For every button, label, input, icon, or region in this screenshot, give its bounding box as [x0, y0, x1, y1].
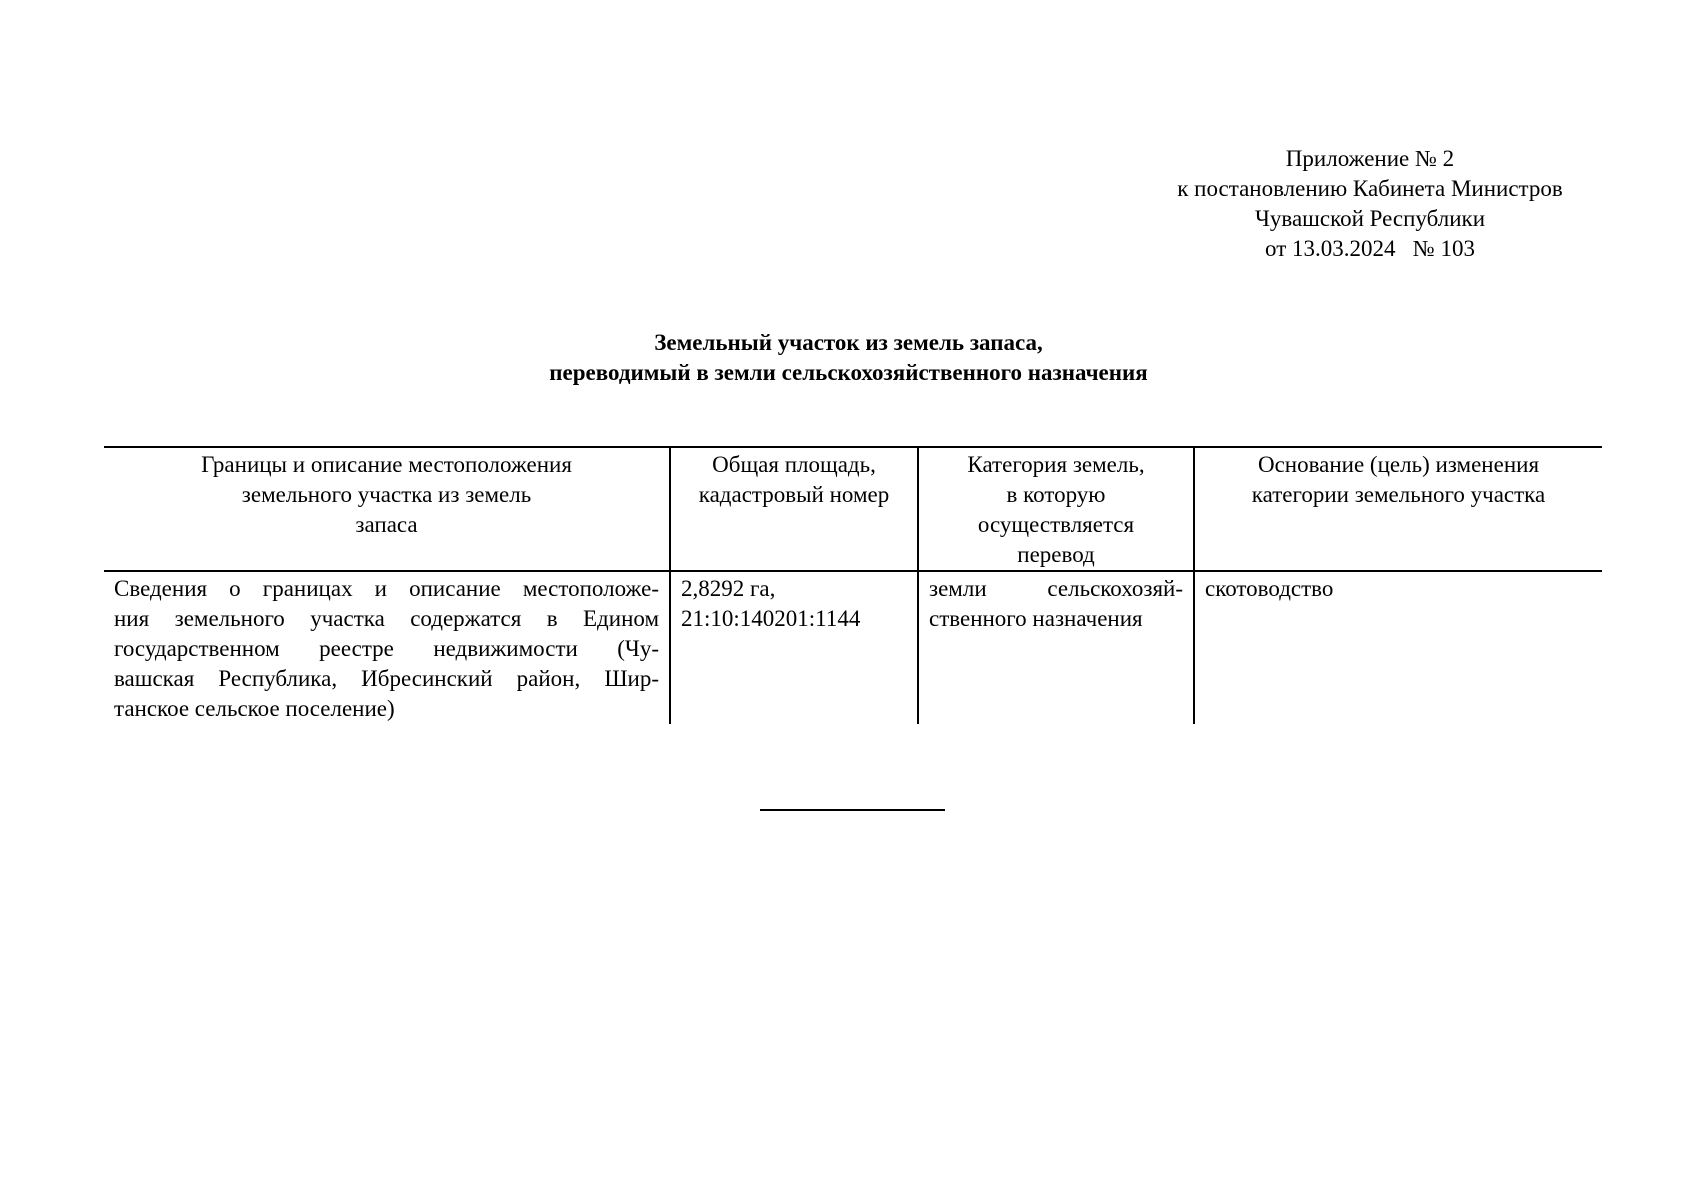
header-basis: [1194, 447, 1602, 571]
document-title-line-2: переводимый в земли сельскохозяйственного назначения: [549, 360, 1148, 385]
appendix-number: Приложение № 2: [1285, 146, 1455, 171]
basis-value: скотоводство: [1205, 576, 1334, 601]
header-boundaries-line-3: запаса: [355, 512, 418, 537]
description-line-5: танское сельское поселение): [114, 696, 395, 721]
header-category-line-1: Категория земель,: [967, 452, 1145, 477]
header-basis-line-2: категории земельного участка: [1251, 482, 1546, 507]
appendix-reference: к постановлению Кабинета Министров: [1177, 176, 1563, 201]
table-header-row: [104, 447, 1602, 571]
header-basis-line-1: Основание (цель) изменения: [1257, 452, 1540, 477]
end-separator-line: [760, 809, 945, 811]
category-line-1: земли сельскохозяй-: [929, 576, 1183, 601]
cell-area: [670, 571, 918, 724]
cadastral-number: 21:10:140201:1144: [681, 606, 861, 631]
appendix-date-number: от 13.03.2024 № 103: [1265, 236, 1475, 261]
appendix-header: [1150, 144, 1590, 264]
header-boundaries-line-1: Границы и описание местоположения: [201, 452, 572, 477]
header-area: [670, 447, 918, 571]
header-category-line-2: в которую: [1006, 482, 1106, 507]
category-line-2: ственного назначения: [929, 606, 1143, 631]
cell-description: [104, 571, 670, 724]
header-category-line-3: осуществляется: [977, 512, 1135, 537]
cell-basis: [1194, 571, 1602, 724]
cell-category: [918, 571, 1194, 724]
document-title-line-1: Земельный участок из земель запаса,: [654, 330, 1043, 355]
description-line-2: ния земельного участка содержатся в Едином: [114, 606, 659, 631]
header-boundaries-line-2: земельного участка из земель: [241, 482, 532, 507]
header-category-line-4: перевод: [1017, 542, 1095, 567]
description-line-3: государственном реестре недвижимости (Чу-: [114, 636, 659, 661]
header-boundaries: [104, 447, 670, 571]
table-row: [104, 571, 1602, 724]
document-title: [0, 328, 1697, 388]
area-value: 2,8292 га,: [681, 576, 776, 601]
description-line-4: вашская Республика, Ибресинский район, Шир-: [114, 666, 659, 691]
header-category: [918, 447, 1194, 571]
header-area-line-2: кадастровый номер: [698, 482, 890, 507]
appendix-republic: Чувашской Республики: [1254, 206, 1486, 231]
header-area-line-1: Общая площадь,: [712, 452, 876, 477]
description-line-1: Сведения о границах и описание местоположе-: [114, 576, 659, 601]
land-plot-table: [104, 446, 1602, 724]
